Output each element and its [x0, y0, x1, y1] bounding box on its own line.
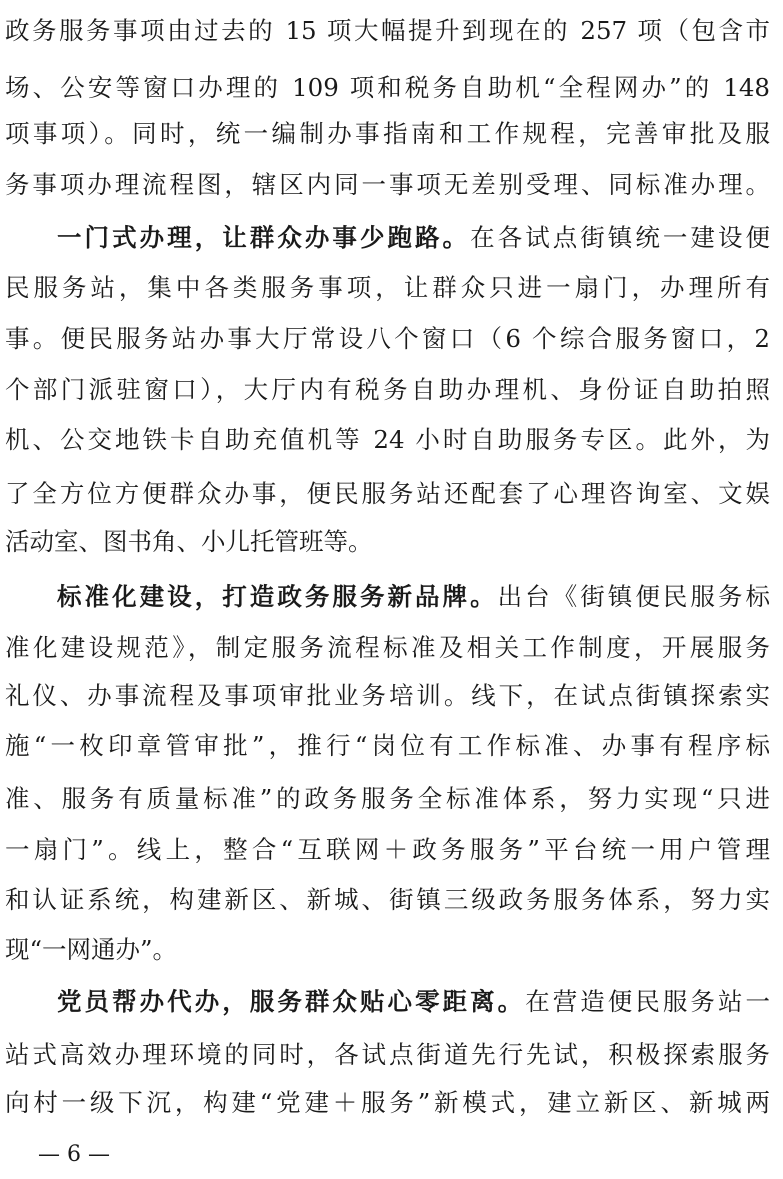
text-line: 标准化建设，打造政务服务新品牌。出台《街镇便民服务标	[57, 582, 770, 611]
text-line: 和认证系统，构建新区、新城、街镇三级政务服务体系，努力实	[5, 885, 770, 914]
text-line: 民服务站，集中各类服务事项，让群众只进一扇门，办理所有	[5, 273, 770, 302]
text-line: 事。便民服务站办事大厅常设八个窗口（6 个综合服务窗口，2	[5, 324, 770, 353]
text-line: 场、公安等窗口办理的 109 项和税务自助机“全程网办”的 148	[5, 73, 770, 102]
text-line: 一门式办理，让群众办事少跑路。在各试点街镇统一建设便	[57, 223, 771, 252]
paragraph-heading: 党员帮办代办，服务群众贴心零距离。	[57, 987, 526, 1016]
text-line: 党员帮办代办，服务群众贴心零距离。在营造便民服务站一	[57, 987, 771, 1016]
text-line: 务事项办理流程图，辖区内同一事项无差别受理、同标准办理。	[5, 170, 770, 199]
text-line: 机、公交地铁卡自助充值机等 24 小时自助服务专区。此外，为	[5, 425, 770, 454]
text-line: 一扇门”。线上，整合“互联网＋政务服务”平台统一用户管理	[5, 835, 770, 864]
text-line: 活动室、图书角、小儿托管班等。	[5, 527, 373, 556]
text-line: 了全方位方便群众办事，便民服务站还配套了心理咨询室、文娱	[5, 479, 770, 508]
text-line: 政务服务事项由过去的 15 项大幅提升到现在的 257 项（包含市	[5, 16, 770, 45]
paragraph-heading: 一门式办理，让群众办事少跑路。	[57, 223, 471, 252]
text-line: 现“一网通办”。	[5, 935, 178, 964]
text-line: 准、服务有质量标准”的政务服务全标准体系，努力实现“只进	[5, 784, 770, 813]
text-line: 站式高效办理环境的同时，各试点街道先行先试，积极探索服务	[5, 1040, 770, 1069]
text-line: 个部门派驻窗口），大厅内有税务自助办理机、身份证自助拍照	[5, 375, 770, 404]
text-line: 施“一枚印章管审批”，推行“岗位有工作标准、办事有程序标	[5, 731, 770, 760]
paragraph-heading: 标准化建设，打造政务服务新品牌。	[57, 582, 498, 611]
text-line: 礼仪、办事流程及事项审批业务培训。线下，在试点街镇探索实	[5, 681, 770, 710]
text-line: 项事项）。同时，统一编制办事指南和工作规程，完善审批及服	[5, 119, 770, 148]
text-line: 准化建设规范》，制定服务流程标准及相关工作制度，开展服务	[5, 633, 770, 662]
page-number: — 6 —	[38, 1142, 110, 1167]
text-line: 向村一级下沉，构建“党建＋服务”新模式，建立新区、新城两	[5, 1088, 770, 1117]
